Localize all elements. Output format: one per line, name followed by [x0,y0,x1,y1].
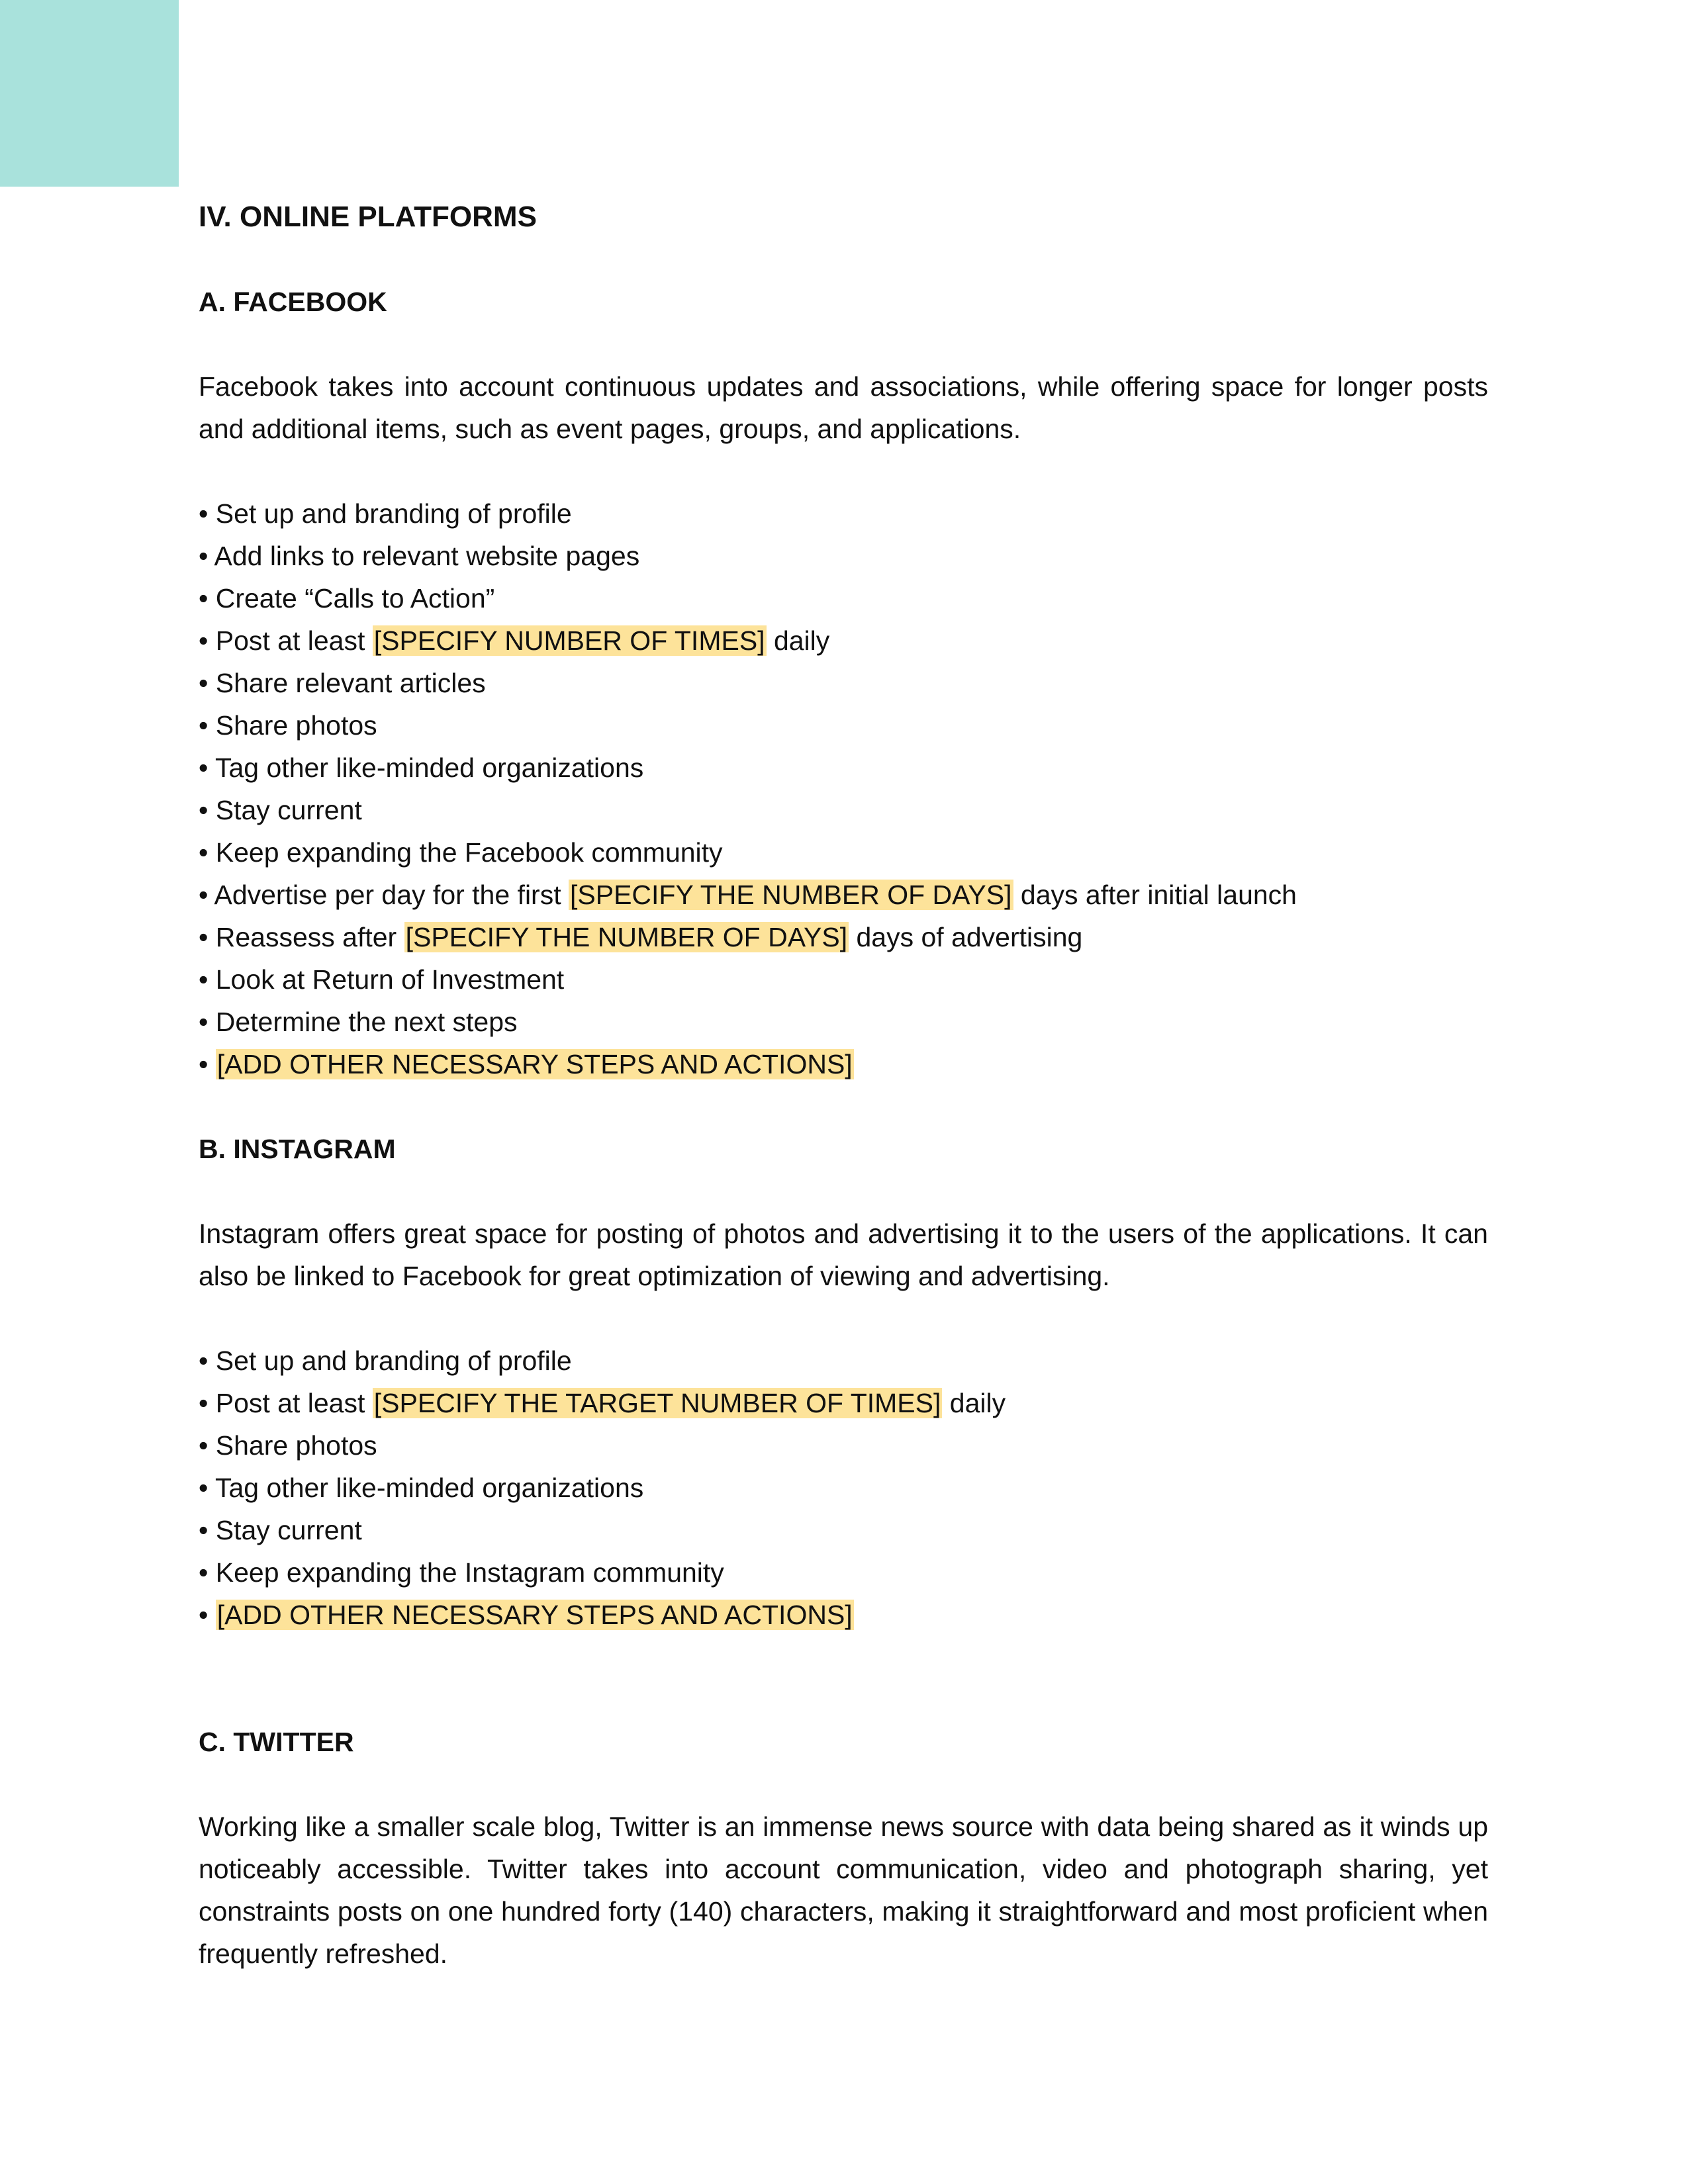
placeholder-highlight: [SPECIFY THE TARGET NUMBER OF TIMES] [373,1388,941,1418]
twitter-heading: C. TWITTER [199,1727,354,1757]
list-item [199,1594,1488,1636]
list-item: • Share photos [199,710,377,741]
list-item [199,916,1488,958]
list-item [199,1043,1488,1085]
placeholder-highlight: [SPECIFY THE NUMBER OF DAYS] [570,880,1012,910]
list-item: • Share photos [199,1430,377,1461]
list-item: • Keep expanding the Facebook community [199,837,723,868]
list-item-text: • Reassess after [199,922,404,952]
placeholder-highlight: [ADD OTHER NECESSARY STEPS AND ACTIONS] [216,1600,853,1630]
list-item-text: • Post at least [199,625,373,656]
list-item: • Stay current [199,1515,362,1545]
spacer [199,1678,1488,1721]
list-item-text: • [199,1049,216,1079]
placeholder-highlight: [SPECIFY THE NUMBER OF DAYS] [405,922,848,952]
list-item-text: days after initial launch [1013,880,1297,910]
section-title: IV. ONLINE PLATFORMS [199,201,537,233]
instagram-list [199,1340,1488,1636]
list-item-text: • Advertise per day for the first [199,880,569,910]
placeholder-highlight: [SPECIFY NUMBER OF TIMES] [373,625,765,656]
facebook-heading: A. FACEBOOK [199,287,387,317]
list-item-text: daily [766,625,830,656]
list-item [199,874,1488,916]
list-item-text: • Post at least [199,1388,373,1418]
list-item [199,619,1488,662]
list-item: • Determine the next steps [199,1007,518,1037]
list-item: • Tag other like-minded organizations [199,752,644,783]
instagram-heading: B. INSTAGRAM [199,1134,396,1164]
facebook-list [199,492,1488,1085]
list-item: • Tag other like-minded organizations [199,1473,644,1503]
placeholder-highlight: [ADD OTHER NECESSARY STEPS AND ACTIONS] [216,1049,853,1079]
list-item: • Share relevant articles [199,668,486,698]
list-item-text: • [199,1600,216,1630]
list-item: • Create “Calls to Action” [199,583,495,614]
document-body [199,196,1488,2017]
list-item: • Look at Return of Investment [199,964,565,995]
list-item: • Set up and branding of profile [199,498,572,529]
list-item: • Stay current [199,795,362,825]
instagram-intro: Instagram offers great space for posting of photos and advertising it to the users of the applications. It can also be linked to Facebook for great optimization of viewing and advertising. [199,1218,1488,1291]
list-item: • Keep expanding the Instagram community [199,1557,724,1588]
facebook-intro: Facebook takes into account continuous updates and associations, while offering space for longer posts and additional items, such as event pages, groups, and applications. [199,371,1488,444]
list-item: • Add links to relevant website pages [199,541,640,571]
list-item-text: daily [942,1388,1006,1418]
list-item: • Set up and branding of profile [199,1345,572,1376]
list-item-text: days of advertising [849,922,1083,952]
twitter-intro: Working like a smaller scale blog, Twitter is an immense news source with data being shared as it winds up noticeably accessible. Twitter takes into account communication, video and photograph sharing, yet constraints posts on one hundred forty (140) characters, making it straightforward and most proficient when frequently refreshed. [199,1811,1488,1969]
list-item [199,1382,1488,1424]
corner-accent-block [0,0,179,187]
